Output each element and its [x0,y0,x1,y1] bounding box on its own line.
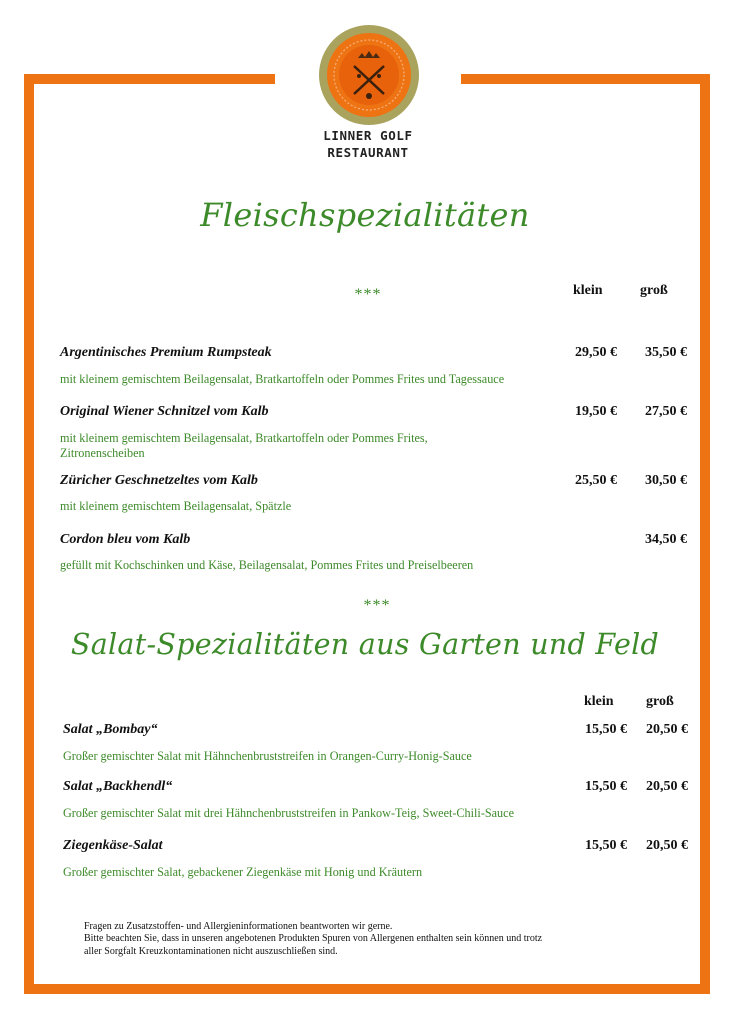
price-large: 20,50 € [646,779,688,794]
meat-stars: *** [354,286,382,303]
item-name: Salat „Backhendl“ [63,779,173,794]
item-description-line2: Zitronenscheiben [60,446,145,460]
logo-name-line1: LINNER GOLF [323,128,413,143]
item-description: mit kleinem gemischtem Beilagensalat, Bratkartoffeln oder Pommes Frites und Tagessauce [60,372,505,386]
frame-top-left [24,74,275,84]
logo-name-line2: RESTAURANT [327,145,409,160]
golf-club-logo-icon [318,24,420,126]
item-name: Züricher Geschnetzeltes vom Kalb [60,473,258,488]
price-large: 35,50 € [645,345,687,360]
item-description: Großer gemischter Salat mit Hähnchenbruststreifen in Orangen-Curry-Honig-Sauce [63,749,472,763]
item-description: Großer gemischter Salat mit drei Hähnchenbruststreifen in Pankow-Teig, Sweet-Chili-Sauce [63,806,514,820]
meat-col-large: groß [640,283,668,298]
item-name: Original Wiener Schnitzel vom Kalb [60,404,269,419]
price-small: 29,50 € [575,345,617,360]
frame-bottom [24,984,710,994]
item-description: mit kleinem gemischtem Beilagensalat, Bratkartoffeln oder Pommes Frites, [60,431,428,445]
frame-top-right [461,74,710,84]
frame-right [700,74,710,994]
allergen-notice-line1: Fragen zu Zusatzstoffen- und Allergieninformationen beantworten wir gerne. [84,921,393,932]
price-large: 30,50 € [645,473,687,488]
allergen-notice-line2: Bitte beachten Sie, dass in unseren angebotenen Produkten Spuren von Allergenen enthalten sein können und trotz [84,933,543,945]
item-description: Großer gemischter Salat, gebackener Ziegenkäse mit Honig und Kräutern [63,865,423,879]
allergen-notice-line3: aller Sorgfalt Kreuzkontaminationen nicht auszuschließen sind. [84,945,338,957]
price-small: 15,50 € [585,722,627,737]
item-name: Salat „Bombay“ [63,722,158,737]
item-name: Ziegenkäse-Salat [63,838,163,853]
meat-col-small: klein [573,283,603,298]
frame-left [24,74,34,994]
item-name: Cordon bleu vom Kalb [60,532,191,547]
price-large: 20,50 € [646,838,688,853]
price-small: 19,50 € [575,404,617,419]
price-small: 15,50 € [585,838,627,853]
price-small: 25,50 € [575,473,617,488]
salad-col-small: klein [584,694,614,709]
allergen-notice [84,921,644,958]
meat-section-title: Fleischspezialitäten [200,196,530,234]
price-large: 20,50 € [646,722,688,737]
salad-section-title: Salat-Spezialitäten aus Garten und Feld [70,628,660,661]
price-large: 34,50 € [645,532,687,547]
item-name: Argentinisches Premium Rumpsteak [60,345,272,360]
salad-col-large: groß [646,694,674,709]
item-description: mit kleinem gemischtem Beilagensalat, Spätzle [60,499,292,513]
price-large: 27,50 € [645,404,687,419]
item-description: gefüllt mit Kochschinken und Käse, Beilagensalat, Pommes Frites und Preiselbeeren [60,558,474,572]
price-small: 15,50 € [585,779,627,794]
salad-stars: *** [363,597,391,614]
